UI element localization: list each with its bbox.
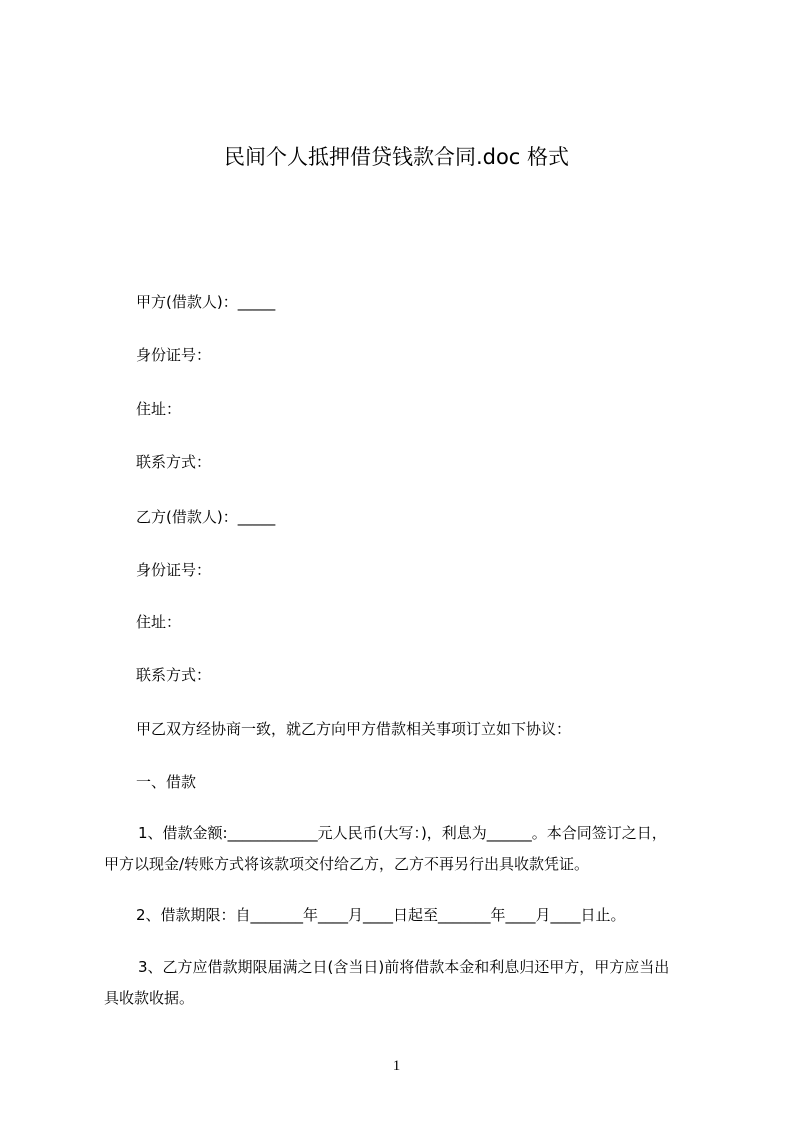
party-b-address: 住址： — [136, 613, 182, 631]
clause-2-loan-term: 2、借款期限：自_______年____月____日起至_______年____月____日止。 — [136, 906, 626, 924]
party-a-label: 甲方(借款人)：_____ — [136, 293, 276, 311]
party-a-address: 住址： — [136, 400, 182, 418]
clause-1-line-1: 1、借款金额:____________元人民币(大写：)，利息为______。本合同签订之日， — [138, 824, 667, 842]
party-b-label: 乙方(借款人)：_____ — [136, 508, 276, 526]
clause-3-line-1: 3、乙方应借款期限届满之日(含当日)前将借款本金和利息归还甲方，甲方应当出 — [138, 958, 670, 976]
party-a-contact: 联系方式： — [136, 453, 212, 471]
agreement-intro: 甲乙双方经协商一致，就乙方向甲方借款相关事项订立如下协议： — [136, 720, 572, 738]
section-1-heading: 一、借款 — [136, 773, 197, 791]
page-number: 1 — [392, 1058, 401, 1074]
document-title: 民间个人抵押借贷钱款合同.doc 格式 — [223, 145, 570, 169]
clause-1-loan-amount — [104, 818, 694, 880]
clause-1-line-2: 甲方以现金/转账方式将该款项交付给乙方，乙方不再另行出具收款凭证。 — [104, 855, 590, 873]
party-b-contact: 联系方式： — [136, 666, 212, 684]
party-b-id-number: 身份证号： — [136, 561, 212, 579]
party-a-id-number: 身份证号： — [136, 346, 212, 364]
clause-3-line-2: 具收款收据。 — [104, 989, 195, 1007]
clause-3-repayment — [104, 952, 694, 1014]
